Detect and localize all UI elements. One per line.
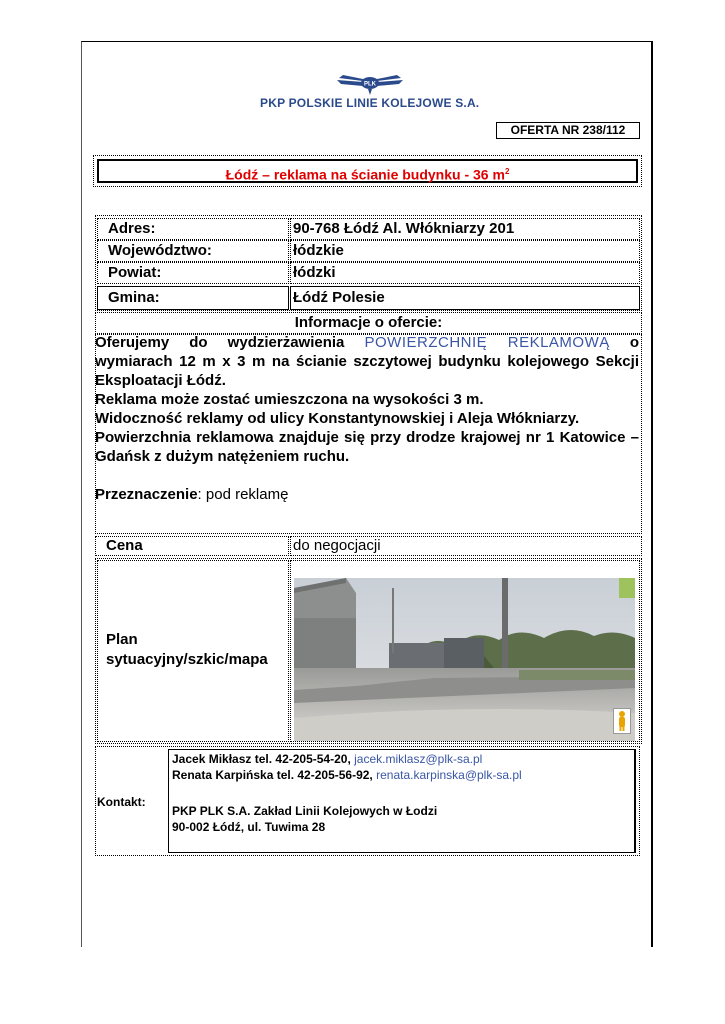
contact-person-2: Renata Karpińska tel. 42-205-56-92, renata.karpinska@plk-sa.pl	[172, 768, 522, 782]
description-p3: Widoczność reklamy od ulicy Konstantynowskiej i Aleja Włókniarzy.	[95, 410, 580, 427]
label-voivodeship: Województwo:	[97, 240, 289, 262]
description-p2: Reklama może zostać umieszczona na wysokości 3 m.	[95, 391, 484, 408]
advertising-surface-highlight: POWIERZCHNIĘ REKLAMOWĄ	[364, 334, 610, 351]
title-box	[93, 155, 642, 187]
label-address: Adres:	[97, 218, 289, 240]
svg-text:PLK: PLK	[364, 81, 376, 88]
purpose-label: Przeznaczenie	[95, 486, 198, 503]
description-p4: Powierzchnia reklamowa znajduje się przy drodze krajowej nr 1 Katowice – Gdańsk z dużym natężeniem ruchu.	[95, 429, 639, 465]
description	[95, 333, 642, 533]
offer-title	[97, 159, 638, 183]
contact-address: 90-002 Łódź, ul. Tuwima 28	[172, 820, 326, 834]
purpose-value: : pod reklamę	[197, 486, 289, 503]
title-superscript: 2	[504, 167, 510, 176]
contact-person-1: Jacek Mikłasz tel. 42-205-54-20, jacek.miklasz@plk-sa.pl	[172, 752, 483, 766]
street-view-pegman-icon[interactable]	[613, 708, 631, 734]
info-heading: Informacje o ofercie:	[294, 314, 443, 331]
contact-label: Kontakt:	[97, 795, 146, 809]
label-municipality: Gmina:	[97, 286, 289, 310]
purpose-line	[95, 485, 639, 504]
title-text: Łódź – reklama na ścianie budynku - 36 m	[225, 166, 505, 183]
value-municipality: Łódź Polesie	[290, 286, 640, 310]
email-link-1[interactable]: jacek.miklasz@plk-sa.pl	[354, 752, 483, 766]
company-logo	[260, 72, 480, 112]
contact-organization: PKP PLK S.A. Zakład Linii Kolejowych w Łodzi	[172, 804, 438, 818]
plan-label: Plan sytuacyjny/szkic/mapa	[106, 631, 268, 668]
value-voivodeship: łódzkie	[290, 240, 640, 262]
street-view-image	[294, 578, 635, 741]
description-p1: Oferujemy do wydzierżawienia POWIERZCHNIĘ REKLAMOWĄ o wymiarach 12 m x 3 m na ścianie szczytowej budynku kolejowego Sekcji Eksploatacji Łódź.	[95, 334, 639, 389]
company-name: PKP POLSKIE LINIE KOLEJOWE S.A.	[260, 96, 480, 110]
email-link-2[interactable]: renata.karpinska@plk-sa.pl	[376, 768, 522, 782]
plk-winged-logo-icon	[335, 72, 405, 96]
label-county: Powiat:	[97, 262, 289, 284]
label-price: Cena	[95, 536, 289, 556]
street-view-photo	[294, 578, 635, 741]
value-county: łódzki	[290, 262, 640, 284]
offer-number: OFERTA NR 238/112	[496, 122, 640, 139]
value-price: do negocjacji	[290, 536, 642, 556]
value-address: 90-768 Łódź Al. Włókniarzy 201	[290, 218, 640, 240]
